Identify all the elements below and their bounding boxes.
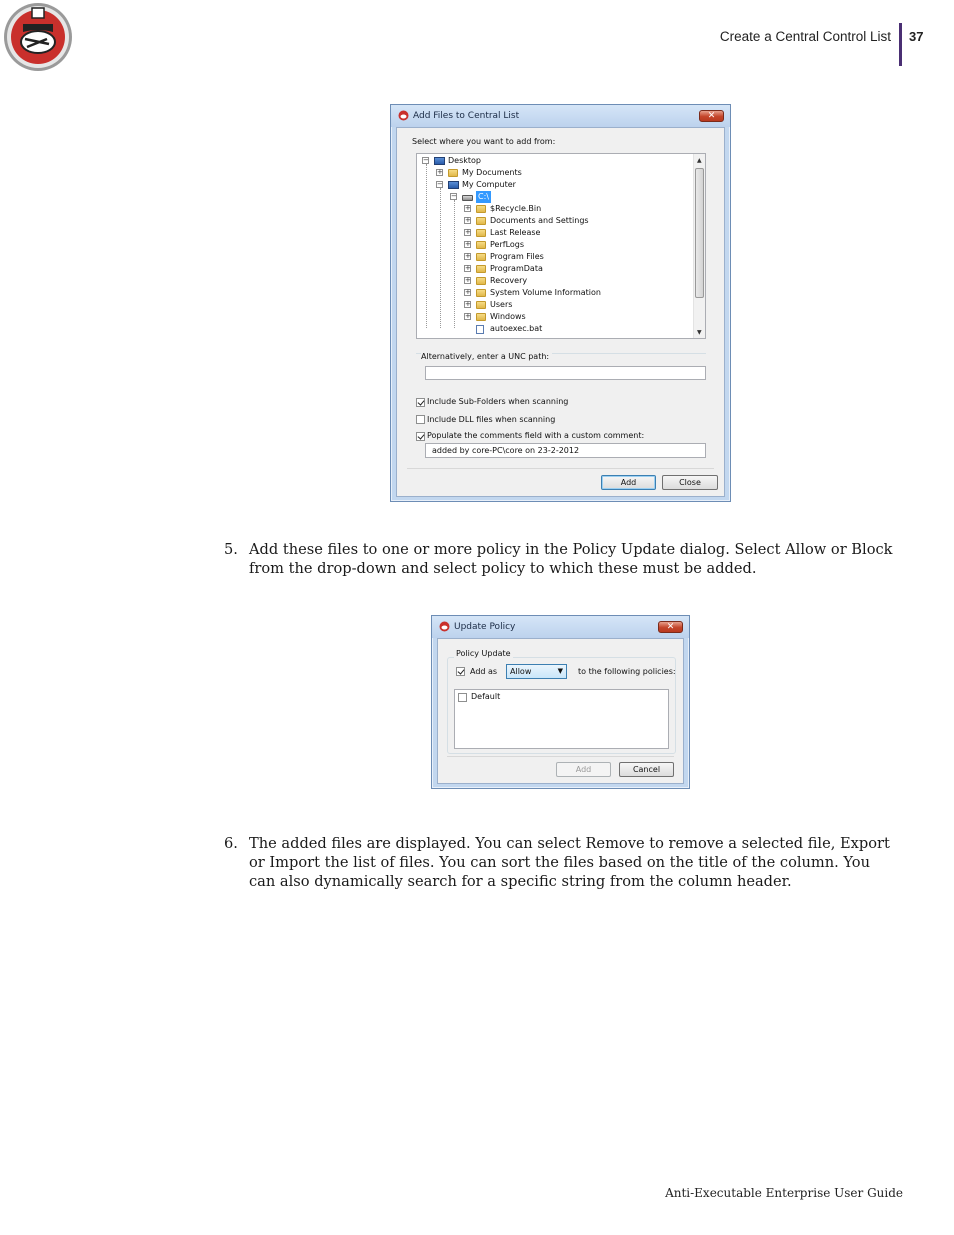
tree-item[interactable] [417, 179, 693, 191]
folder-icon [476, 229, 486, 237]
update-policy-add-button[interactable]: Add [556, 762, 611, 777]
folder-icon [476, 205, 486, 213]
include-subfolders-checkbox[interactable] [416, 398, 425, 407]
expand-icon[interactable]: + [465, 204, 471, 212]
tree-item-label: My Computer [462, 180, 516, 189]
tree-item-label: My Documents [462, 168, 522, 177]
tree-item[interactable] [417, 155, 693, 167]
scroll-up-icon[interactable]: ▲ [697, 157, 702, 164]
update-policy-dialog [431, 615, 690, 789]
dialog-footer-divider [407, 468, 714, 469]
add-files-title: Add Files to Central List [413, 111, 520, 121]
tree-item-label: Windows [490, 312, 526, 321]
step-6 [224, 834, 894, 894]
add-files-dialog [390, 104, 731, 502]
tree-item-label: Documents and Settings [490, 216, 589, 225]
add-as-label: Add as [470, 667, 498, 676]
expand-icon[interactable]: + [465, 228, 471, 236]
folder-icon [476, 217, 486, 225]
collapse-icon[interactable]: − [437, 180, 443, 188]
app-shield-icon [398, 110, 409, 121]
tree-items [417, 154, 693, 338]
step-6-number: 6. [224, 835, 238, 852]
page-number: 37 [909, 29, 924, 44]
folder-tree[interactable] [416, 153, 706, 339]
tree-item[interactable] [417, 191, 693, 203]
expand-icon[interactable]: + [465, 216, 471, 224]
folder-icon [476, 301, 486, 309]
folder-icon [476, 277, 486, 285]
collapse-icon[interactable]: − [451, 192, 457, 200]
tree-item[interactable] [417, 275, 693, 287]
tree-item-label: Users [490, 300, 513, 309]
tree-item[interactable] [417, 311, 693, 323]
step-6-text: The added files are displayed. You can select Remove to remove a selected file, Export or Import the list of files. You can sort the files based on the title of the column. You can also dynamically search for a specific string from the column header. [249, 835, 890, 890]
drive-icon [462, 195, 473, 201]
folder-icon [476, 313, 486, 321]
expand-icon[interactable]: + [465, 264, 471, 272]
folder-icon [476, 265, 486, 273]
expand-icon[interactable]: + [465, 252, 471, 260]
add-files-titlebar[interactable] [391, 105, 730, 127]
step-5-text: Add these files to one or more policy in the Policy Update dialog. Select Allow or Block from the drop-down and select policy to which these must be added. [249, 541, 893, 577]
tree-item[interactable] [417, 299, 693, 311]
scroll-down-icon[interactable]: ▼ [697, 329, 702, 336]
tree-item-label: Last Release [490, 228, 541, 237]
desktop-icon [434, 157, 445, 165]
tree-item-label: System Volume Information [490, 288, 601, 297]
comment-value: added by core-PC\core on 23-2-2012 [432, 446, 580, 455]
page-footer: Anti-Executable Enterprise User Guide [665, 1186, 903, 1200]
folder-icon [476, 289, 486, 297]
tree-item[interactable] [417, 251, 693, 263]
policy-default-checkbox[interactable] [458, 693, 467, 702]
include-dll-label: Include DLL files when scanning [427, 415, 556, 424]
populate-comments-checkbox[interactable] [416, 432, 425, 441]
update-policy-client [437, 638, 684, 784]
tree-item[interactable] [417, 215, 693, 227]
expand-icon[interactable]: + [465, 276, 471, 284]
tree-item[interactable] [417, 263, 693, 275]
expand-icon[interactable]: + [465, 288, 471, 296]
update-policy-cancel-button[interactable]: Cancel [619, 762, 674, 777]
close-icon[interactable]: ✕ [658, 621, 683, 633]
folder-icon [476, 241, 486, 249]
tree-item[interactable] [417, 323, 693, 335]
include-subfolders-label: Include Sub-Folders when scanning [427, 397, 569, 406]
collapse-icon[interactable]: − [423, 156, 429, 164]
tree-item-label: C:\ [478, 192, 489, 201]
following-policies-label: to the following policies: [578, 667, 676, 676]
add-as-checkbox[interactable] [456, 667, 465, 676]
expand-icon[interactable]: + [465, 240, 471, 248]
tree-item[interactable] [417, 203, 693, 215]
expand-icon[interactable]: + [465, 312, 471, 320]
update-policy-titlebar[interactable] [432, 616, 689, 638]
unc-label: Alternatively, enter a UNC path: [421, 352, 552, 361]
tree-item[interactable] [417, 227, 693, 239]
tree-item-label: Recovery [490, 276, 528, 285]
add-files-close-button[interactable]: Close [662, 475, 718, 490]
tree-item-label: Program Files [490, 252, 544, 261]
update-policy-title: Update Policy [454, 622, 516, 632]
folder-icon [476, 253, 486, 261]
comment-input[interactable] [425, 443, 706, 458]
include-dll-checkbox[interactable] [416, 415, 425, 424]
expand-icon[interactable]: + [437, 168, 443, 176]
tree-item-label: ProgramData [490, 264, 543, 273]
computer-icon [448, 181, 459, 189]
step-5-number: 5. [224, 541, 238, 558]
policy-default-label: Default [471, 692, 501, 701]
expand-icon[interactable]: + [465, 300, 471, 308]
close-icon[interactable]: ✕ [699, 110, 724, 122]
faronics-logo [3, 2, 73, 72]
header-accent-bar [899, 23, 902, 66]
add-files-client [396, 127, 725, 497]
tree-item-label: PerfLogs [490, 240, 525, 249]
policy-list[interactable] [454, 689, 669, 749]
scroll-thumb[interactable] [695, 168, 704, 298]
tree-item-label: $Recycle.Bin [490, 204, 542, 213]
chevron-down-icon: ▼ [557, 667, 563, 675]
add-files-add-button[interactable]: Add [601, 475, 656, 490]
add-as-dropdown-value: Allow [510, 667, 532, 676]
file-icon [476, 325, 484, 334]
source-prompt: Select where you want to add from: [412, 137, 556, 146]
tree-item[interactable] [417, 287, 693, 299]
documents-icon [448, 169, 458, 177]
tree-scrollbar[interactable] [693, 154, 705, 338]
step-5 [224, 540, 894, 580]
unc-path-input[interactable] [425, 366, 706, 380]
populate-comments-label: Populate the comments field with a custom comment: [427, 431, 645, 440]
add-as-dropdown[interactable] [506, 664, 567, 679]
app-shield-icon [439, 621, 450, 632]
tree-item[interactable] [417, 239, 693, 251]
tree-item-label: Desktop [448, 156, 481, 165]
running-head: Create a Central Control List [719, 29, 891, 44]
policy-footer-divider [447, 756, 674, 757]
tree-item[interactable] [417, 167, 693, 179]
policy-update-group-label: Policy Update [456, 649, 511, 658]
tree-item-label: autoexec.bat [490, 324, 543, 333]
